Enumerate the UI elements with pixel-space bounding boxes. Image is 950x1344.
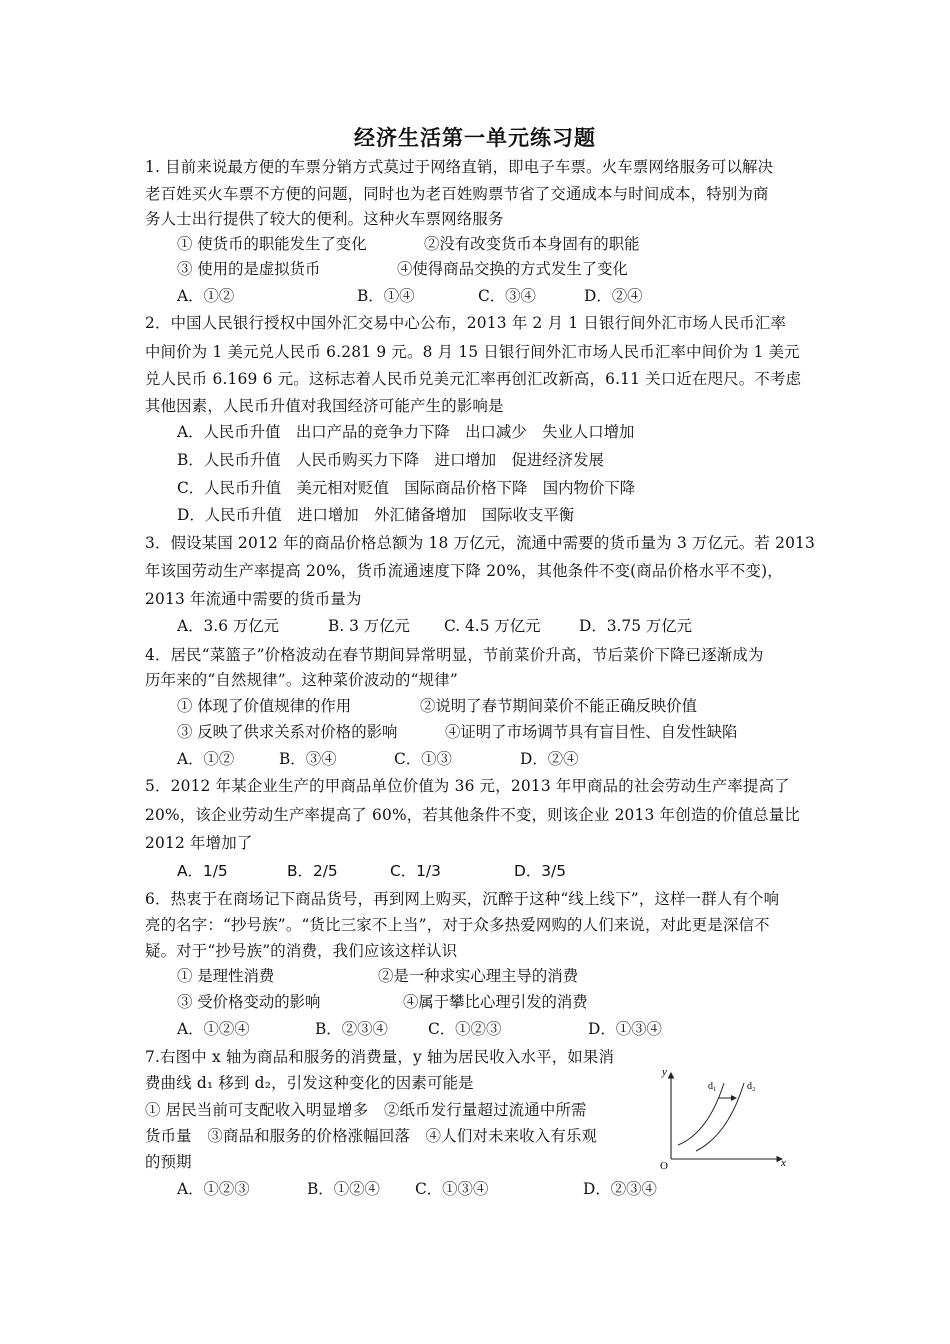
q1-option-c: C．③④ xyxy=(478,287,536,305)
q5-option-c: C．1/3 xyxy=(390,862,441,880)
q5-stem-line-3: 2012 年增加了 xyxy=(145,834,253,852)
q3-option-c: C. 4.5 万亿元 xyxy=(444,617,541,635)
q4-statement-1: ① 体现了价值规律的作用 xyxy=(177,697,352,715)
q5-option-a: A．1/5 xyxy=(177,862,228,880)
q4-stem-line-1: 4．居民“菜篮子”价格波动在春节期间异常明显，节前菜价升高，节后菜价下降已逐渐成为 xyxy=(145,646,764,664)
d1-label: d₁ xyxy=(708,1081,717,1092)
q3-option-d: D．3.75 万亿元 xyxy=(579,617,693,635)
q6-option-b: B．②③④ xyxy=(315,1020,388,1038)
q3-option-b: B. 3 万亿元 xyxy=(328,617,410,635)
y-axis-label: y xyxy=(662,1066,667,1078)
q7-option-b: B．①②④ xyxy=(307,1180,380,1198)
q4-statement-2: ②说明了春节期间菜价不能正确反映价值 xyxy=(420,697,698,715)
q2-option-a: A．人民币升值 出口产品的竞争力下降 出口减少 失业人口增加 xyxy=(177,423,635,441)
q6-statement-2: ②是一种求实心理主导的消费 xyxy=(378,967,579,985)
q1-statement-3: ③ 使用的是虚拟货币 xyxy=(177,260,321,278)
d2-label: d₂ xyxy=(747,1081,756,1092)
q7-option-a: A．①②③ xyxy=(177,1180,250,1198)
q1-statement-4: ④使得商品交换的方式发生了变化 xyxy=(397,260,628,278)
q2-option-b: B．人民币升值 人民币购买力下降 进口增加 促进经济发展 xyxy=(177,451,604,469)
q2-stem-line-1: 2．中国人民银行授权中国外汇交易中心公布，2013 年 2 月 1 日银行间外汇市场人民币汇率 xyxy=(145,314,787,332)
consumption-curve-graph xyxy=(656,1063,796,1173)
q6-statement-4: ④属于攀比心理引发的消费 xyxy=(403,993,588,1011)
q5-option-d: D．3/5 xyxy=(514,862,567,880)
q6-option-a: A．①②④ xyxy=(177,1020,250,1038)
q7-stem-line-1: 7.右图中 x 轴为商品和服务的消费量，y 轴为居民收入水平，如果消 xyxy=(145,1048,615,1066)
graph-svg xyxy=(656,1063,796,1173)
q4-option-b: B．③④ xyxy=(279,750,337,768)
x-axis-label: x xyxy=(781,1157,786,1169)
origin-label: O xyxy=(660,1160,668,1172)
q1-stem-line-1: 1. 目前来说最方便的车票分销方式莫过于网络直销，即电子车票。火车票网络服务可以解决 xyxy=(145,158,774,176)
q7-option-d: D．②③④ xyxy=(583,1180,657,1198)
q4-statement-3: ③ 反映了供求关系对价格的影响 xyxy=(177,723,398,741)
q1-statement-2: ②没有改变货币本身固有的职能 xyxy=(424,235,640,253)
q6-option-d: D．①③④ xyxy=(588,1020,662,1038)
q3-stem-line-1: 3．假设某国 2012 年的商品价格总额为 18 万亿元，流通中需要的货币量为 3 万亿元。若 2013 xyxy=(145,534,816,552)
q6-option-c: C．①②③ xyxy=(428,1020,502,1038)
q1-stem-line-2: 老百姓买火车票不方便的问题，同时也为老百姓购票节省了交通成本与时间成本，特别为商 xyxy=(145,185,769,203)
q4-stem-line-2: 历年来的“自然规律”。这种菜价波动的“规律” xyxy=(145,671,458,689)
q1-option-b: B．①④ xyxy=(357,287,415,305)
curve-d1 xyxy=(678,1083,724,1145)
q3-option-a: A．3.6 万亿元 xyxy=(177,617,280,635)
q6-stem-line-3: 疑。对于“抄号族”的消费，我们应该这样认识 xyxy=(145,942,458,960)
q7-stem-line-4: 货币量 ③商品和服务的价格涨幅回落 ④人们对未来收入有乐观 xyxy=(145,1127,598,1145)
q5-stem-line-1: 5．2012 年某企业生产的甲商品单位价值为 36 元，2013 年甲商品的社会劳动生产率提高了 xyxy=(145,777,790,795)
q7-stem-line-5: 的预期 xyxy=(145,1153,192,1171)
q1-option-d: D．②④ xyxy=(584,287,643,305)
q4-option-d: D．②④ xyxy=(520,750,579,768)
q3-stem-line-3: 2013 年流通中需要的货币量为 xyxy=(145,590,362,608)
q5-stem-line-2: 20%，该企业劳动生产率提高了 60%，若其他条件不变，则该企业 2013 年创造的价值总量比 xyxy=(145,806,800,824)
page-title: 经济生活第一单元练习题 xyxy=(354,125,596,150)
q2-stem-line-4: 其他因素，人民币升值对我国经济可能产生的影响是 xyxy=(145,397,504,415)
q2-stem-line-2: 中间价为 1 美元兑人民币 6.281 9 元。8 月 15 日银行间外汇市场人民币汇率中间价为 1 美元 xyxy=(145,343,800,361)
q6-stem-line-1: 6．热衷于在商场记下商品货号，再到网上购买，沉醉于这种“线上线下”，这样一群人有个响 xyxy=(145,890,780,908)
q5-option-b: B．2/5 xyxy=(287,862,338,880)
q2-option-c: C．人民币升值 美元相对贬值 国际商品价格下降 国内物价下降 xyxy=(177,479,636,497)
q4-option-c: C．①③ xyxy=(394,750,452,768)
q2-option-d: D．人民币升值 进口增加 外汇储备增加 国际收支平衡 xyxy=(177,506,575,524)
q2-stem-line-3: 兑人民币 6.169 6 元。这标志着人民币兑美元汇率再创汇改新高，6.11 关口近在咫尺。不考虑 xyxy=(145,370,802,388)
q1-stem-line-3: 务人士出行提供了较大的便利。这种火车票网络服务 xyxy=(145,210,504,228)
q4-statement-4: ④证明了市场调节具有盲目性、自发性缺陷 xyxy=(445,723,738,741)
q7-stem-line-2: 费曲线 d₁ 移到 d₂，引发这种变化的因素可能是 xyxy=(145,1074,474,1092)
q6-statement-3: ③ 受价格变动的影响 xyxy=(177,993,321,1011)
q7-option-c: C．①③④ xyxy=(415,1180,489,1198)
q6-stem-line-2: 亮的名字：“抄号族”。“货比三家不上当”，对于众多热爱网购的人们来说，对此更是深信不 xyxy=(145,916,770,934)
q1-option-a: A．①② xyxy=(177,287,235,305)
q1-statement-1: ① 使货币的职能发生了变化 xyxy=(177,235,367,253)
q3-stem-line-2: 年该国劳动生产率提高 20%，货币流通速度下降 20%，其他条件不变(商品价格水平不变)， xyxy=(145,562,783,580)
q4-option-a: A．①② xyxy=(177,750,235,768)
q7-stem-line-3: ① 居民当前可支配收入明显增多 ②纸币发行量超过流通中所需 xyxy=(145,1101,587,1119)
q6-statement-1: ① 是理性消费 xyxy=(177,967,275,985)
